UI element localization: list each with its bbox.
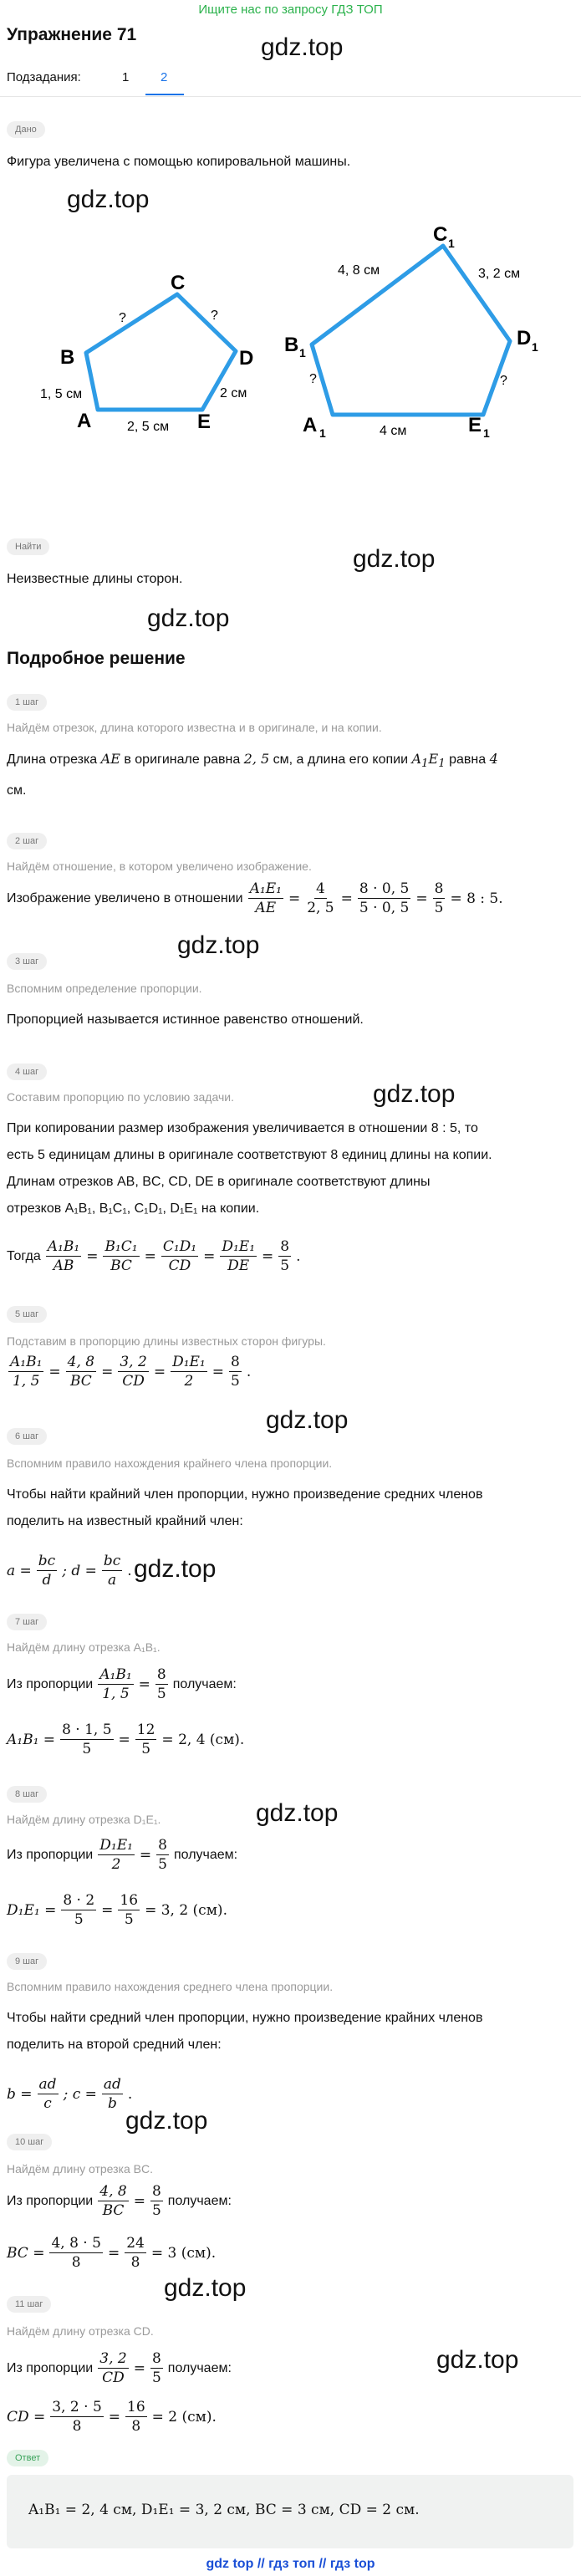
watermark: gdz.top (261, 33, 344, 61)
footer-link[interactable]: гдз топ (268, 2557, 316, 2571)
step-chip: 4 шаг (7, 1064, 47, 1080)
label-C1: C (433, 223, 448, 246)
step-chip: 6 шаг (7, 1428, 47, 1445)
side-B1C1: 4, 8 см (338, 263, 380, 278)
step-equation: a = $\frac{bc}{d}$ ; d = $\frac{bc}{a}$ . (7, 1553, 132, 1589)
footer-link[interactable]: gdz top (206, 2557, 254, 2571)
side-C1D1: 3, 2 см (478, 267, 521, 281)
tab-subtask-1[interactable]: 1 (122, 70, 130, 84)
step-equation: Из пропорции $\frac{3, 2}{CD}$ = $\frac{8}{5}$ получаем: (7, 2350, 232, 2386)
svg-text:1: 1 (319, 426, 326, 440)
step-hint: Составим пропорцию по условию задачи. (7, 1090, 234, 1104)
find-text: Неизвестные длины сторон. (7, 572, 183, 586)
answer-text: A₁B₁ = 2, 4 см, D₁E₁ = 3, 2 см, BC = 3 см, CD = 2 см. (28, 2502, 420, 2518)
step-text: Чтобы найти средний член пропорции, нужно произведение крайних членов поделить на второй средний член: (7, 2011, 483, 2052)
side-CD-unknown: ? (211, 309, 218, 323)
svg-text:1: 1 (448, 237, 455, 250)
side-BC-unknown: ? (119, 311, 126, 325)
step-chip: 9 шаг (7, 1953, 47, 1970)
pentagon-figures (0, 209, 581, 451)
subtasks-label: Подзадания: (7, 70, 81, 84)
step-equation: Из пропорции $\frac{\text{A₁B₁}}{1, 5}$ = $\frac{8}{5}$ получаем: (7, 1666, 237, 1702)
given-text: Фигура увеличена с помощью копировальной машины. (7, 155, 351, 169)
step-hint: Подставим в пропорцию длины известных сторон фигуры. (7, 1334, 326, 1348)
footer-links: gdz top // гдз топ // гдз top (206, 2557, 375, 2571)
label-C: C (171, 272, 186, 294)
page-title: Упражнение 71 (7, 25, 137, 44)
watermark: gdz.top (177, 931, 260, 959)
step-equation: Тогда $\frac{\text{A₁B₁}}{AB}$ = $\frac{\text{B₁C₁}}{BC}$ = $\frac{\text{C₁D₁}}{CD}$ = $\frac{\text{D₁E₁}}{DE}$ = $\frac{8}{5}$ . (7, 1238, 301, 1274)
step-hint: Найдём длину отрезка A₁B₁. (7, 1640, 161, 1654)
step-chip: 8 шаг (7, 1786, 47, 1803)
tab-subtask-2[interactable]: 2 (161, 70, 168, 84)
side-A1B1-unknown: ? (309, 372, 317, 386)
step-equation: Из пропорции $\frac{\text{D₁E₁}}{2}$ = $\frac{8}{5}$ получаем: (7, 1837, 238, 1873)
step-text: Чтобы найти крайний член пропорции, нужно произведение средних членов поделить на известный крайний член: (7, 1487, 483, 1528)
step-hint: Найдём отношение, в котором увеличено изображение. (7, 860, 312, 873)
step-hint: Найдём длину отрезка BC. (7, 2162, 153, 2176)
label-E: E (197, 411, 212, 433)
step-hint: Вспомним правило нахождения крайнего члена пропорции. (7, 1456, 333, 1470)
watermark: gdz.top (164, 2274, 247, 2302)
top-banner[interactable]: Ищите нас по запросу ГДЗ ТОП (198, 3, 383, 17)
step-result: BC = $\frac{4, 8 \cdot 5}{8}$ = $\frac{24}{8}$ = 3 (см). (7, 2235, 217, 2271)
step-result: D₁E₁ = $\frac{8 \cdot 2}{5}$ = $\frac{16}{5}$ = 3, 2 (см). (7, 1892, 227, 1928)
label-B: B (60, 346, 75, 369)
step-result: A₁B₁ = $\frac{8 \cdot 1, 5}{5}$ = $\frac{12}{5}$ = 2, 4 (см). (7, 1722, 245, 1757)
label-A: A (77, 410, 92, 432)
watermark: gdz.top (134, 1555, 217, 1583)
step-chip: 5 шаг (7, 1306, 47, 1323)
svg-text:1: 1 (299, 346, 306, 360)
solution-title: Подробное решение (7, 649, 186, 668)
label-D: D (239, 347, 254, 370)
side-AB: 1, 5 см (40, 387, 83, 401)
find-chip: Найти (7, 538, 49, 555)
step-chip: 10 шаг (7, 2134, 52, 2150)
figure-original (40, 272, 253, 434)
watermark: gdz.top (125, 2107, 208, 2135)
watermark: gdz.top (147, 604, 230, 632)
step-hint: Найдём длину отрезка D₁E₁. (7, 1813, 161, 1826)
step-hint: Вспомним определение пропорции. (7, 982, 202, 995)
step-chip: 7 шаг (7, 1614, 47, 1630)
answer-chip: Ответ (7, 2450, 48, 2466)
divider (0, 96, 581, 97)
label-E1: E (468, 414, 482, 436)
step-hint: Найдём длину отрезка CD. (7, 2324, 154, 2338)
step-chip: 1 шаг (7, 694, 47, 711)
watermark: gdz.top (353, 545, 436, 573)
watermark: gdz.top (373, 1080, 456, 1108)
step-text: Длина отрезка AE в оригинале равна 2, 5 см, а длина его копии $A_1E_1$ равна 4 см. (7, 751, 498, 798)
label-D1: D (517, 327, 532, 349)
side-A1E1: 4 см (380, 424, 407, 438)
step-chip: 11 шаг (7, 2296, 51, 2313)
step-hint: Найдём отрезок, длина которого известна и в оригинале, и на копии. (7, 721, 382, 734)
step-text: При копировании размер изображения увеличивается в отношении 8 : 5, то есть 5 единицам длины в оригинале соответствуют 8 единиц длины на копии. Длинам отрезков AB, BC, CD, DE в оригинале соответствуют длины отрезков A₁B₁, B₁C₁, C₁D₁, D₁E₁ на копии. (7, 1121, 492, 1216)
svg-text:1: 1 (532, 340, 538, 354)
side-D1E1-unknown: ? (500, 374, 507, 388)
footer-link[interactable]: гдз top (329, 2557, 375, 2571)
watermark: gdz.top (266, 1406, 349, 1434)
step-chip: 2 шаг (7, 833, 47, 849)
watermark: gdz.top (256, 1799, 339, 1827)
step-equation: Из пропорции $\frac{4, 8}{BC}$ = $\frac{8}{5}$ получаем: (7, 2183, 232, 2219)
step-equation: Изображение увеличено в отношении $\frac{\text{A₁E₁}}{AE}$ = $\frac{4}{2, 5}$ = $\frac{8 \cdot 0, 5}{5 \cdot 0, 5}$ = $\frac{8}{5}$ = 8 : 5. (7, 880, 503, 916)
svg-text:1: 1 (483, 426, 490, 440)
figure-copy (284, 223, 538, 440)
step-result: CD = $\frac{3, 2 \cdot 5}{8}$ = $\frac{16}{8}$ = 2 (см). (7, 2399, 217, 2435)
label-B1: B (284, 334, 299, 356)
step-equation: b = $\frac{ad}{c}$ ; c = $\frac{ad}{b}$ . (7, 2076, 133, 2112)
side-AE: 2, 5 см (127, 420, 170, 434)
step-text: Пропорцией называется истинное равенство отношений. (7, 1013, 364, 1027)
step-hint: Вспомним правило нахождения среднего члена пропорции. (7, 1980, 334, 1993)
given-chip: Дано (7, 121, 45, 138)
active-tab-indicator (145, 94, 184, 95)
label-A1: A (303, 414, 318, 436)
side-DE: 2 см (220, 386, 247, 400)
watermark: gdz.top (436, 2346, 519, 2374)
step-chip: 3 шаг (7, 953, 47, 970)
watermark: gdz.top (67, 186, 150, 213)
step-equation: $\frac{\text{A₁B₁}}{1, 5}$ = $\frac{4, 8}{BC}$ = $\frac{3, 2}{CD}$ = $\frac{\text{D₁E₁}}{2}$ = $\frac{8}{5}$ . (10, 1354, 252, 1390)
